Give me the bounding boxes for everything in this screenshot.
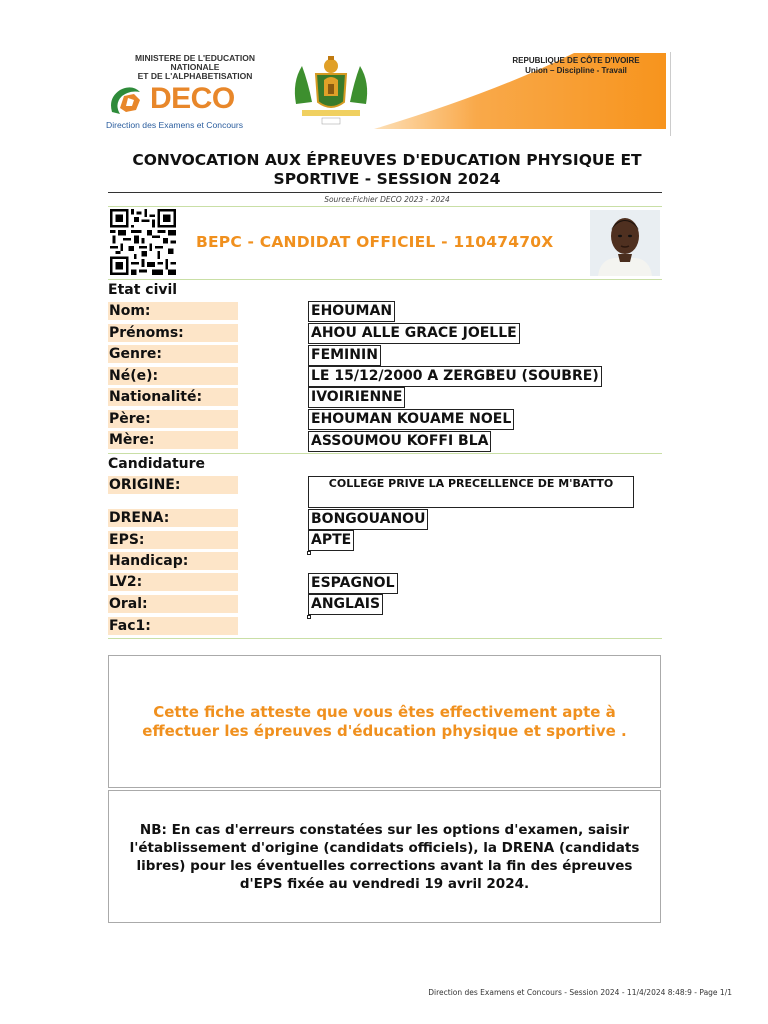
- page-footer: Direction des Examens et Concours - Session 2024 - 11/4/2024 8:48:9 - Page 1/1: [428, 988, 732, 997]
- field-label-handicap: Handicap:: [108, 552, 238, 570]
- field-label-prenoms: Prénoms:: [108, 324, 238, 342]
- field-label-pere: Père:: [108, 410, 238, 428]
- field-label-nom: Nom:: [108, 302, 238, 320]
- field-label-eps: EPS:: [108, 531, 238, 549]
- deco-logo-text: DECO: [150, 82, 235, 115]
- nb-text: NB: En cas d'erreurs constatées sur les options d'examen, saisir l'établissement d'origine (candidats officiels), la DRENA (candidats libres) pour les éventuelles corrections avant la fin des épreuves d'EPS fixée au vendredi 19 avril 2024.: [129, 821, 640, 892]
- ministry-name: MINISTERE DE L'EDUCATION NATIONALE ET DE L'ALPHABETISATION: [135, 53, 255, 81]
- field-value-prenoms: AHOU ALLE GRACE JOELLE: [308, 323, 520, 344]
- divider: [108, 206, 662, 207]
- field-value-genre: FEMININ: [308, 345, 381, 366]
- field-value-lv2: ESPAGNOL: [308, 573, 398, 594]
- attestation-text: Cette fiche atteste que vous êtes effectivement apte à effectuer les épreuves d'éducation physique et sportive .: [142, 702, 627, 740]
- republic-heading: REPUBLIQUE DE CÔTE D'IVOIRE Union – Discipline - Travail: [512, 56, 640, 75]
- deco-logo-icon: [106, 82, 150, 118]
- field-label-genre: Genre:: [108, 345, 238, 363]
- coat-of-arms-icon: [290, 52, 372, 128]
- field-label-naissance: Né(e):: [108, 367, 238, 385]
- divider: [108, 279, 662, 280]
- nb-box: [108, 790, 661, 923]
- field-value-nom: EHOUMAN: [308, 301, 395, 322]
- field-value-oral: ANGLAIS: [308, 594, 383, 615]
- candidature-heading: Candidature: [108, 456, 206, 472]
- field-label-drena: DRENA:: [108, 509, 238, 527]
- divider: [108, 638, 662, 639]
- field-label-origine: ORIGINE:: [108, 476, 238, 494]
- divider: [108, 453, 662, 454]
- candidate-banner: BEPC - CANDIDAT OFFICIEL - 11047470X: [196, 233, 554, 251]
- field-label-mere: Mère:: [108, 431, 238, 449]
- source-note: Source:Fichier DECO 2023 - 2024: [324, 195, 450, 204]
- page-title: CONVOCATION AUX ÉPREUVES D'EDUCATION PHYSIQUE ET SPORTIVE - SESSION 2024: [132, 151, 642, 188]
- field-value-nationalite: IVOIRIENNE: [308, 387, 405, 408]
- field-value-drena: BONGOUANOU: [308, 509, 428, 530]
- field-value-naissance: LE 15/12/2000 A ZERGBEU (SOUBRE): [308, 366, 602, 387]
- field-label-nationalite: Nationalité:: [108, 388, 238, 406]
- deco-logo-subtitle: Direction des Examens et Concours: [106, 120, 244, 130]
- etat-civil-heading: Etat civil: [108, 282, 178, 298]
- qr-code-icon: [108, 209, 178, 275]
- field-value-eps: APTE: [308, 530, 354, 551]
- title-divider: [108, 192, 662, 193]
- header-divider: [670, 52, 671, 136]
- document-header: [104, 48, 670, 134]
- field-value-mere: ASSOUMOU KOFFI BLA: [308, 431, 491, 452]
- field-label-fac1: Fac1:: [108, 617, 238, 635]
- field-value-pere: EHOUMAN KOUAME NOEL: [308, 409, 514, 430]
- candidate-photo: [590, 210, 660, 276]
- field-value-origine: COLLEGE PRIVE LA PRECELLENCE DE M'BATTO: [308, 476, 634, 508]
- field-value-handicap: [307, 551, 311, 555]
- field-value-fac1: [307, 615, 311, 619]
- field-label-oral: Oral:: [108, 595, 238, 613]
- field-label-lv2: LV2:: [108, 573, 238, 591]
- attestation-box: [108, 655, 661, 788]
